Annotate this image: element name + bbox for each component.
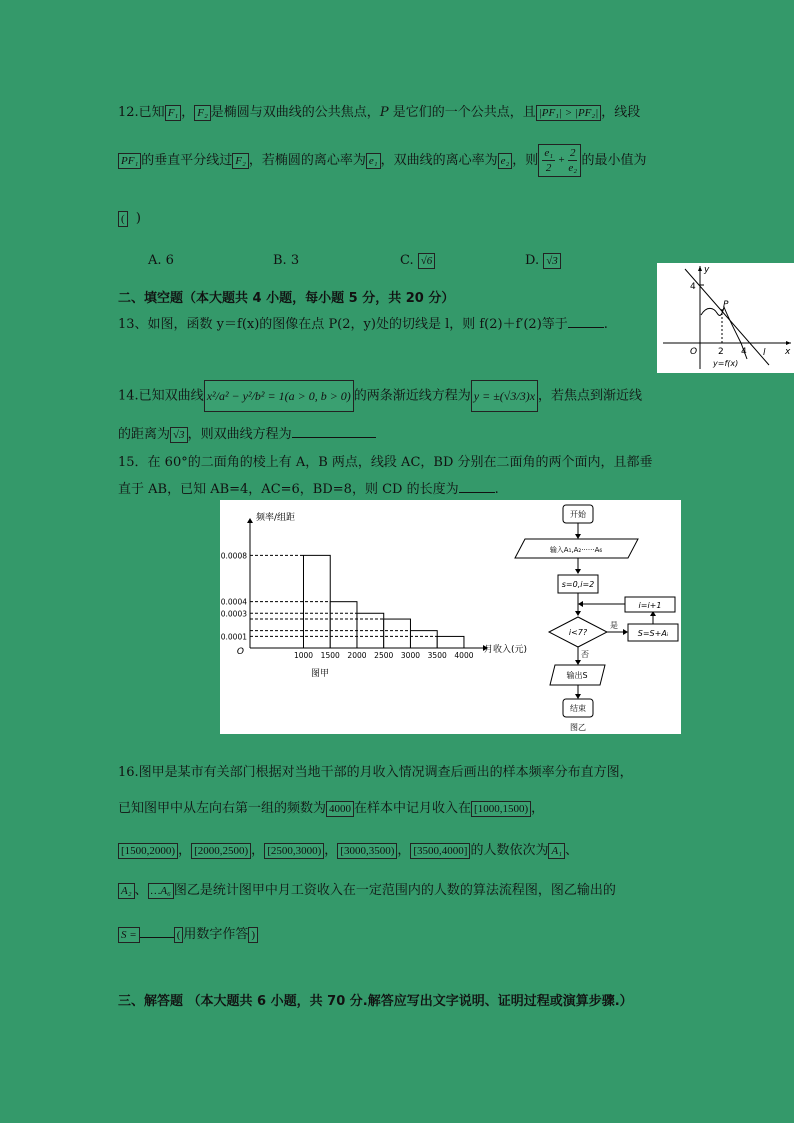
fraction-1 — [542, 146, 555, 175]
flow-no-label: 否 — [581, 650, 589, 659]
hist-bar — [330, 602, 357, 648]
hist-y-tick-label: 0.0001 — [220, 632, 247, 642]
interval-box-5: [3000,3500) — [337, 843, 397, 859]
f1-box: F₁ — [165, 105, 182, 121]
option-letter: D. — [525, 253, 540, 268]
q16-line-5 — [118, 926, 258, 944]
f2-box: F₂ — [194, 105, 211, 121]
q15-end: . — [494, 482, 499, 497]
q12-option-b — [273, 252, 299, 270]
answer-paren-box: ( — [118, 211, 128, 227]
q16-comma: ， — [531, 801, 545, 816]
q12-text-6: ，双曲线的离心率为 — [380, 153, 498, 168]
q16-text-2: 在样本中记月收入在 — [354, 801, 472, 816]
q12-line-3 — [118, 210, 141, 228]
q14-prefix: 14.已知双曲线 — [118, 388, 204, 404]
fraction-2 — [568, 146, 578, 175]
arrow-down-icon — [575, 569, 581, 574]
interval-box-6: [3500,4000] — [410, 843, 470, 859]
option-letter: A. — [148, 253, 162, 268]
flow-caption: 图乙 — [570, 723, 586, 732]
f2b-box: F₂ — [232, 153, 249, 169]
interval-box-2: [1500,2000) — [118, 843, 178, 859]
origin-label: O — [690, 347, 698, 357]
plus-sign: + — [557, 154, 566, 167]
q14-line-1 — [118, 380, 642, 412]
section-2-heading: 二、填空题（本大题共 4 小题，每小题 5 分，共 20 分） — [118, 291, 455, 306]
fraction-expression — [538, 144, 581, 177]
flow-init-label: s=0,i=2 — [561, 580, 595, 589]
flow-output-label: 输出S — [566, 671, 588, 680]
q15-line-2 — [118, 481, 499, 499]
hist-bar — [437, 636, 464, 648]
frac1-num: e₁ — [544, 147, 554, 159]
answer-paren-close: ) — [127, 211, 142, 226]
q15-line-1: 15．在 60°的二面角的棱上有 A，B 两点，线段 AC，BD 分别在二面角的两个面内，且都垂 — [118, 455, 653, 470]
option-value: 3 — [290, 253, 300, 268]
q15-text: 直于 AB，已知 AB=4，AC=6，BD=8，则 CD 的长度为 — [118, 482, 459, 497]
q16-line-3: [1500,2000) ， [2000,2500) ， [2500,3000) ， [3000,3500) ， [3500,4000] 的人数依次为 A₁ 、 — [118, 842, 578, 860]
q12-line-1 — [118, 104, 640, 122]
hist-x-tick-label: 3000 — [400, 651, 421, 660]
segment-box: PF₁ — [118, 153, 141, 169]
q12-text-1: 是椭圆与双曲线的公共焦点， — [210, 105, 380, 120]
curve-label: y=f(x) — [713, 359, 739, 368]
q14-text-3: 的距离为 — [118, 427, 171, 442]
hist-origin-label: O — [236, 647, 244, 657]
hist-bar — [410, 631, 437, 648]
x-axis-label: x — [785, 347, 791, 357]
e2-box: e₂ — [498, 153, 513, 169]
hist-y-tick-label: 0.0003 — [220, 609, 247, 619]
e1-box: e₁ — [366, 153, 381, 169]
a2-box: A₂ — [118, 883, 135, 899]
frac1-den: 2 — [545, 162, 552, 174]
hist-caption: 图甲 — [310, 669, 330, 679]
asymptote-box: y = ±(√3/3)x — [471, 380, 538, 412]
flow-increment-label: i=i+1 — [638, 601, 662, 610]
histogram — [221, 511, 527, 679]
option-letter: B. — [273, 253, 287, 268]
hist-x-tick-label: 4000 — [454, 651, 474, 660]
point-p: P — [379, 105, 389, 120]
figures-panel — [220, 500, 681, 734]
line-l-label: l — [763, 348, 766, 358]
q16-line-2 — [118, 800, 544, 818]
condition-box: |PF₁| > |PF₂| — [536, 105, 602, 121]
interval-box-4: [2500,3000) — [264, 843, 324, 859]
q16-paren-close-box: ) — [248, 927, 258, 943]
hist-x-tick-label: 3500 — [427, 651, 447, 660]
q16-text-3: 的人数依次为 — [470, 843, 549, 858]
q16-line-1: 16.图甲是某市有关部门根据对当地干部的月收入情况调查后画出的样本频率分布直方图， — [118, 765, 633, 780]
q13-figure — [657, 263, 794, 373]
flow-input-label: 输入A₁,A₂······A₆ — [549, 546, 603, 554]
arrow-right-icon — [623, 629, 628, 635]
s-box: S = — [118, 927, 140, 943]
a1-box: A₁ — [548, 843, 565, 859]
x-axis-arrow-icon — [786, 341, 791, 345]
q12-prefix: 12.已知 — [118, 105, 165, 120]
comma: ， — [181, 105, 195, 120]
arrow-down-icon — [575, 660, 581, 665]
hist-x-label: 月收入(元) — [484, 645, 528, 655]
interval-box-3: [2000,2500) — [191, 843, 251, 859]
q15-blank — [459, 492, 495, 493]
q13-blank — [568, 327, 604, 328]
hist-x-tick-label: 2000 — [347, 651, 367, 660]
hist-y-label: 频率/组距 — [256, 513, 296, 523]
q13-line — [118, 316, 608, 334]
distance-box: √3 — [170, 427, 188, 443]
q16-paren-box: ( — [174, 927, 184, 943]
y-axis-arrow-icon — [698, 266, 702, 271]
x-tick-2-label: 2 — [718, 347, 724, 357]
option-value: 6 — [165, 253, 174, 268]
q12-text-2: 是它们的一个公共点，且 — [388, 105, 536, 120]
q14-line-2 — [118, 426, 376, 444]
q12-line-2 — [118, 144, 646, 177]
q12-text-4: 的垂直平分线过 — [141, 153, 233, 168]
hist-y-tick-label: 0.0004 — [220, 597, 247, 607]
tangent-line-l — [685, 269, 769, 365]
option-value: √6 — [418, 253, 436, 269]
x-tick-4-label: 4 — [741, 347, 747, 357]
q14-text-1: 的两条渐近线方程为 — [353, 388, 471, 404]
q14-blank — [292, 437, 376, 438]
figures-svg — [220, 500, 681, 734]
q13-end: . — [603, 317, 608, 332]
q12-option-d — [525, 252, 561, 270]
flow-condition-label: i<7? — [568, 628, 588, 637]
hist-y-tick-label: 0.0008 — [220, 551, 247, 561]
y-tick-label: 4 — [690, 282, 696, 292]
q16-separator: 、 — [565, 843, 579, 858]
arrow-down-icon — [575, 694, 581, 699]
q12-text-5: ，若椭圆的离心率为 — [248, 153, 366, 168]
q16-text-5: 用数字作答 — [183, 927, 249, 942]
flowchart — [515, 505, 678, 732]
arrow-left-icon — [578, 601, 583, 607]
q14-text-4: ，则双曲线方程为 — [187, 427, 292, 442]
section-3-heading: 三、解答题 （本大题共 6 小题，共 70 分.解答应写出文字说明、证明过程或演算步骤.） — [118, 994, 633, 1009]
hist-bar — [384, 619, 411, 648]
y-axis-label: y — [704, 265, 710, 275]
arrow-down-icon — [575, 611, 581, 616]
q16-line-4: A₂ 、 …A₆ 图乙是统计图甲中月工资收入在一定范围内的人数的算法流程图，图乙输出的 — [118, 882, 616, 900]
q16-blank — [140, 937, 174, 938]
hist-x-tick-label: 2500 — [374, 651, 394, 660]
frequency-box: 4000 — [326, 801, 354, 817]
q12-option-c — [400, 252, 435, 270]
q14-text-2: ，若焦点到渐近线 — [538, 388, 643, 404]
flow-yes-label: 是 — [610, 621, 618, 630]
option-letter: C. — [400, 253, 414, 268]
option-value: √3 — [543, 253, 561, 269]
q16-text-1: 已知图甲中从左向右第一组的频数为 — [118, 801, 327, 816]
q16-text-4: 图乙是统计图甲中月工资收入在一定范围内的人数的算法流程图，图乙输出的 — [173, 883, 616, 898]
point-p-label: P — [723, 300, 729, 310]
flow-end-label: 结束 — [570, 704, 586, 713]
flow-start-label: 开始 — [570, 510, 586, 519]
q12-text-7: ，则 — [512, 153, 539, 168]
q13-figure-svg — [657, 263, 794, 373]
hyperbola-equation-box: x²/a² − y²/b² = 1(a > 0, b > 0) — [204, 380, 354, 412]
q12-text-3: ，线段 — [601, 105, 641, 120]
interval-box-1: [1000,1500) — [471, 801, 531, 817]
a6-box: …A₆ — [148, 883, 174, 899]
hist-x-tick-label: 1000 — [293, 651, 314, 660]
frac2-num: 2 — [569, 147, 576, 159]
arrow-up-icon — [247, 518, 253, 523]
q13-text: 13、如图，函数 y＝f(x)的图像在点 P(2，y)处的切线是 l，则 f(2)＋f′(2)等于 — [118, 317, 568, 332]
arrow-down-icon — [575, 534, 581, 539]
flow-assign-label: S=S+Aᵢ — [637, 629, 669, 638]
hist-x-tick-label: 1500 — [320, 651, 340, 660]
frac2-den: e₂ — [568, 162, 578, 174]
q12-option-a — [148, 252, 174, 270]
q12-text-8: 的最小值为 — [581, 153, 647, 168]
